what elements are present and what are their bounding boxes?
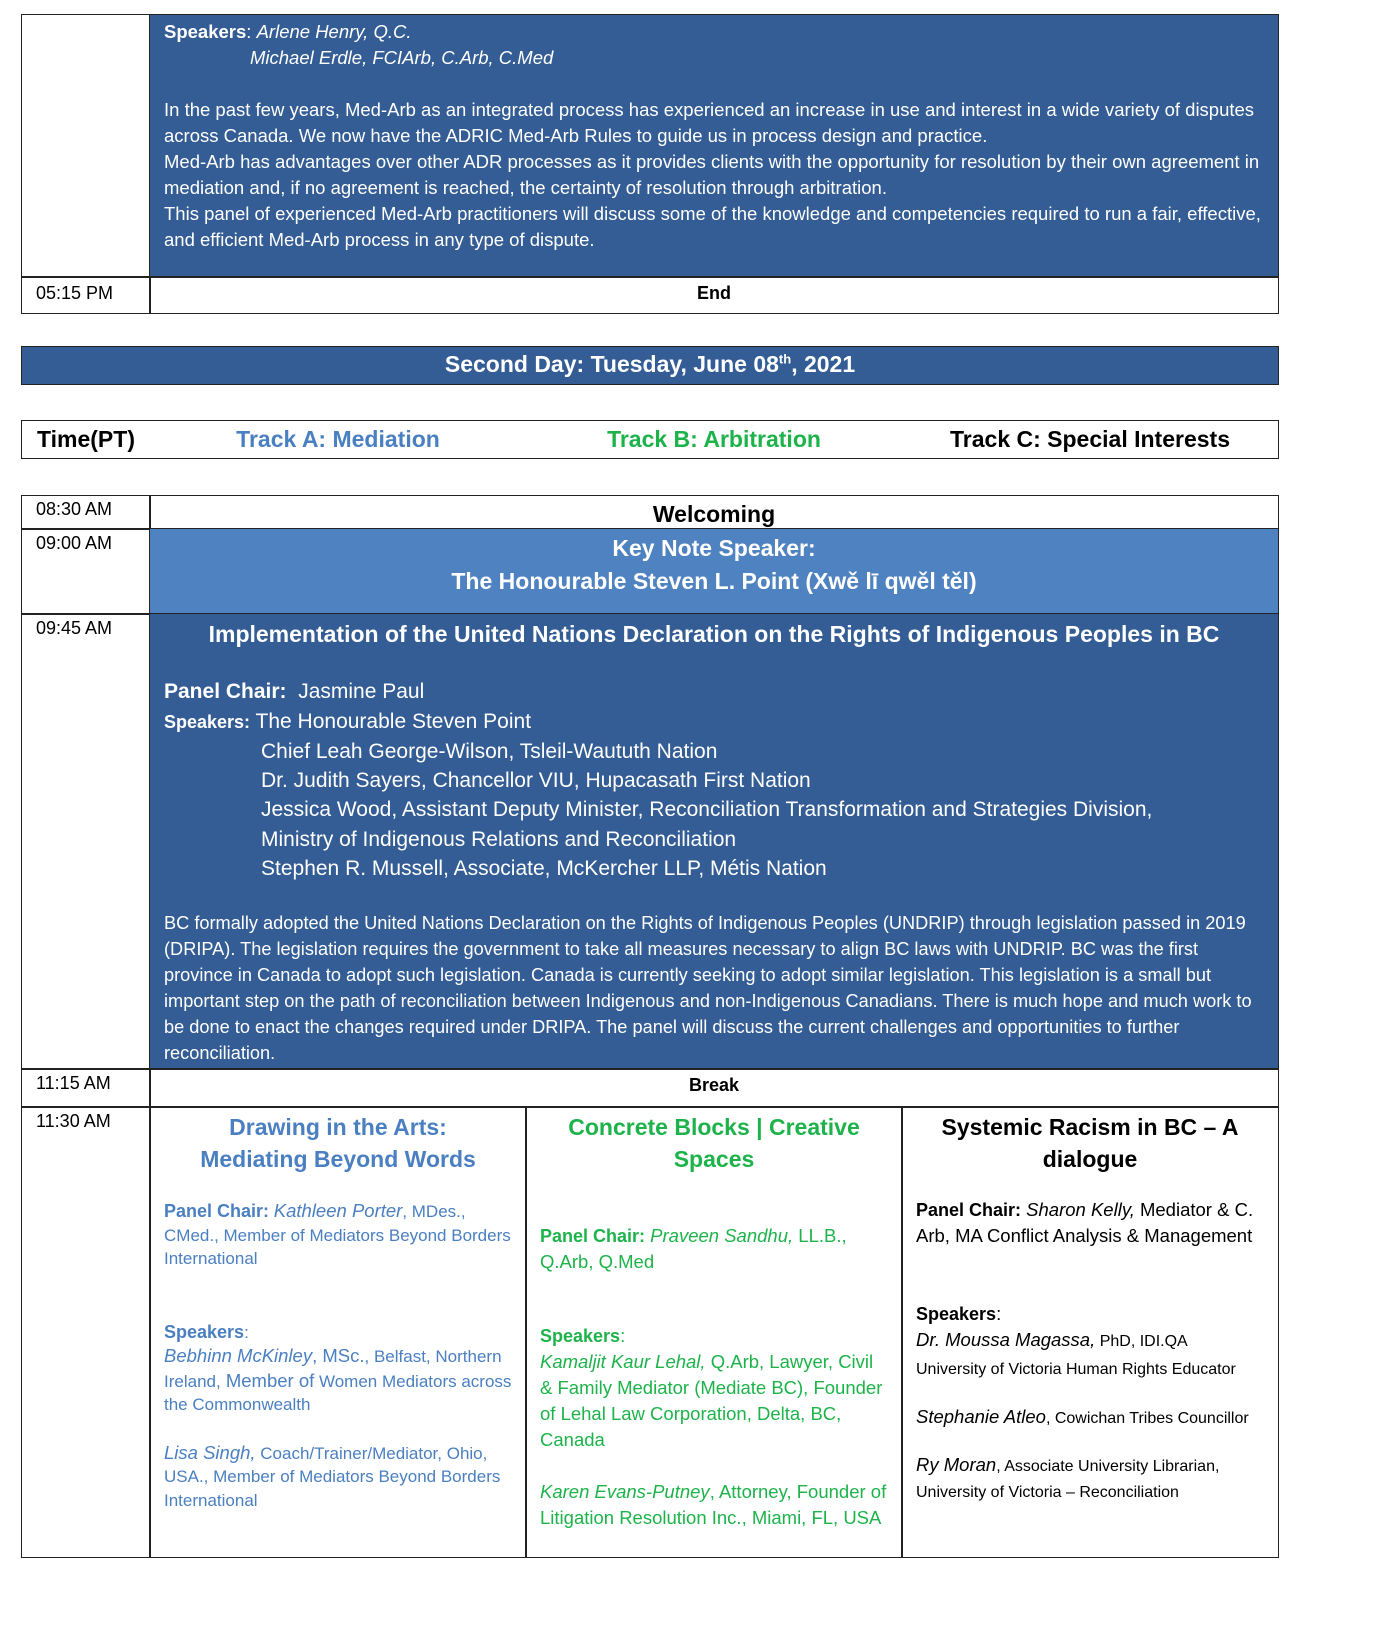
undrip-content [149, 613, 1279, 1070]
undrip-speaker: Chief Leah George-Wilson, Tsleil-Waututh Nation [261, 740, 718, 763]
session-b-speaker-1: Kamaljit Kaur Lehal, Q.Arb, Lawyer, Civil & Family Mediator (Mediate BC), Founder of Lehal Law Corporation, Delta, BC, Canada [540, 1351, 883, 1450]
undrip-chair: Panel Chair: Jasmine Paul [164, 680, 425, 703]
session-track-c [901, 1106, 1279, 1558]
undrip-speaker: Dr. Judith Sayers, Chancellor VIU, Hupacasath First Nation [261, 769, 811, 793]
undrip-description: BC formally adopted the United Nations Declaration on the Rights of Indigenous Peoples (UNDRIP) through legislation passed in 2019 (DRIPA). The legislation requires the government to take all measures necessary to align BC laws with UNDRIP. BC was the first province in Canada to adopt such legislation. Canada is currently seeking to adopt similar legislation. This legislation is a small but important step on the path of reconciliation between Indigenous and non-Indigenous Canadians. There is much hope and much work to be done to enact the changes required under DRIPA. The panel will discuss the current challenges and opportunities to further reconciliation. [164, 913, 1252, 1064]
session-c-speaker-1: Dr. Moussa Magassa, PhD, IDI.QA University of Victoria Human Rights Educator [916, 1329, 1236, 1378]
undrip-speaker: Ministry of Indigenous Relations and Reconciliation [261, 827, 737, 851]
undrip-speaker: Stephen R. Mussell, Associate, McKercher LLP, Métis Nation [261, 856, 827, 880]
top-speakers-line-1: Speakers: Arlene Henry, Q.C. [164, 21, 412, 42]
break-label: Break [149, 1068, 1279, 1108]
session-c-speaker-2: Stephanie Atleo, Cowichan Tribes Councillor [916, 1406, 1249, 1427]
welcome-time: 08:30 AM [21, 495, 151, 530]
session-b-chair: Panel Chair: Praveen Sandhu, LL.B., Q.Arb, Q.Med [540, 1225, 847, 1272]
undrip-time: 09:45 AM [21, 613, 151, 1070]
sessions-time: 11:30 AM [21, 1106, 151, 1558]
day-banner: Second Day: Tuesday, June 08th, 2021 [21, 346, 1279, 385]
session-track-b [525, 1106, 903, 1558]
session-track-a [149, 1106, 527, 1558]
keynote-time: 09:00 AM [21, 528, 151, 615]
top-description-3: This panel of experienced Med-Arb practitioners will discuss some of the knowledge and competencies required to run a fair, effective, and efficient Med-Arb process in any type of dispute. [164, 203, 1261, 250]
session-a-speaker-2: Lisa Singh, Coach/Trainer/Mediator, Ohio, USA., Member of Mediators Beyond Borders International [164, 1441, 501, 1510]
session-a-chair: Panel Chair: Kathleen Porter, MDes., CMed., Member of Mediators Beyond Borders International [164, 1200, 511, 1268]
break-time: 11:15 AM [21, 1068, 151, 1108]
session-c-speaker-3: Ry Moran, Associate University Librarian, University of Victoria – Reconciliation [916, 1454, 1220, 1501]
welcome-label: Welcoming [149, 495, 1279, 530]
track-b-label: Track B: Arbitration [607, 426, 821, 452]
tracks-time-label: Time(PT) [37, 426, 135, 452]
undrip-speaker: Jessica Wood, Assistant Deputy Minister, Reconciliation Transformation and Strategies Division, [261, 798, 1153, 822]
top-session-time-cell [21, 14, 151, 278]
keynote-content [149, 528, 1279, 615]
session-a-title: Drawing in the Arts: Mediating Beyond Words [200, 1114, 476, 1172]
top-speakers-line-2: Michael Erdle, FCIArb, C.Arb, C.Med [250, 47, 554, 68]
end-label: End [149, 276, 1279, 314]
session-b-speakers-label: Speakers: [540, 1325, 626, 1346]
keynote-line-2: The Honourable Steven L. Point (Xwě lī qwěl těl) [451, 568, 977, 594]
session-c-chair: Panel Chair: Sharon Kelly, Mediator & C. Arb, MA Conflict Analysis & Management [916, 1199, 1254, 1246]
track-c-label: Track C: Special Interests [950, 426, 1230, 452]
session-b-title: Concrete Blocks | Creative Spaces [568, 1114, 860, 1172]
session-a-speaker-1: Bebhinn McKinley, MSc., Belfast, Northern Ireland, Member of Women Mediators across the Commonwealth [164, 1345, 512, 1414]
session-c-speakers-label: Speakers: [916, 1303, 1002, 1324]
session-a-speakers-label: Speakers: [164, 1321, 249, 1342]
session-c-title: Systemic Racism in BC – A dialogue [941, 1114, 1239, 1172]
keynote-line-1: Key Note Speaker: [612, 535, 816, 561]
tracks-header [21, 420, 1279, 459]
top-session-content [149, 14, 1279, 278]
end-time: 05:15 PM [21, 276, 151, 314]
undrip-speakers-line-1: Speakers: The Honourable Steven Point [164, 710, 532, 733]
undrip-title: Implementation of the United Nations Declaration on the Rights of Indigenous Peoples in BC [208, 621, 1220, 647]
top-description-1: In the past few years, Med-Arb as an integrated process has experienced an increase in use and interest in a wide variety of disputes across Canada. We now have the ADRIC Med-Arb Rules to guide us in process design and practice. [164, 99, 1255, 146]
top-description-2: Med-Arb has advantages over other ADR processes as it provides clients with the opportunity for resolution by their own agreement in mediation and, if no agreement is reached, the certainty of resolution through arbitration. [164, 151, 1260, 198]
track-a-label: Track A: Mediation [236, 426, 440, 452]
session-b-speaker-2: Karen Evans-Putney, Attorney, Founder of Litigation Resolution Inc., Miami, FL, USA [540, 1481, 887, 1528]
undrip-speakers-list [164, 737, 1264, 883]
